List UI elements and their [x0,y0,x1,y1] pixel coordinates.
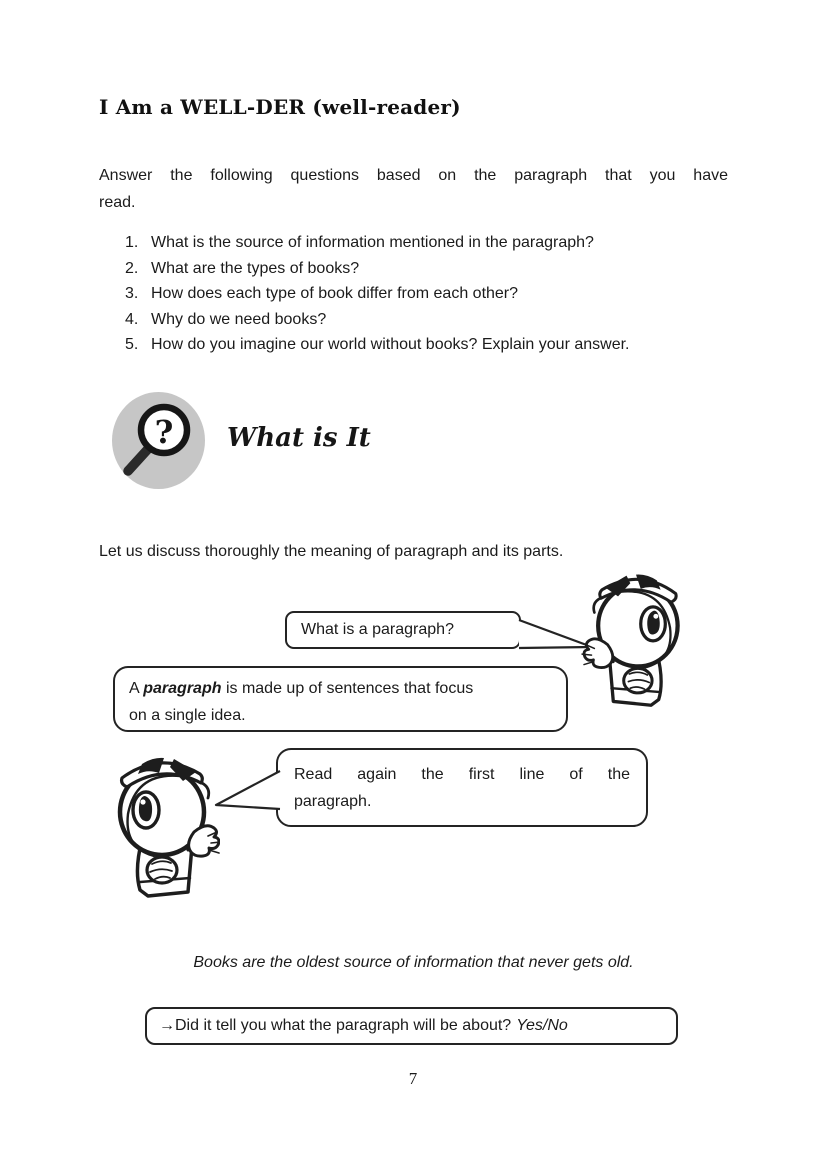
question-mark-glyph: ? [154,413,174,451]
arrow-icon: → [159,1017,175,1034]
question-text: What are the types of books? [151,259,360,277]
check-options: Yes/No [516,1017,568,1034]
page-heading: I Am a WELL-DER (well-reader) [99,95,461,119]
page-number: 7 [408,1069,418,1088]
reader-mascot-left [108,752,220,900]
question-item [125,256,745,282]
definition-line-2: on a single idea. [129,706,246,724]
check-question: Did it tell you what the paragraph will be about? [175,1017,512,1034]
instruction-line-2: paragraph. [294,793,372,810]
question-text: Why do we need books? [151,310,327,328]
definition-rest: is made up of sentences that focus [225,680,474,697]
speech-bubble-question: What is a paragraph? [285,611,521,649]
intro-paragraph [99,163,728,216]
speech-bubble-instruction-tail [212,763,282,815]
question-number: 1. [125,234,139,251]
question-item [125,281,745,307]
question-number: 4. [125,310,139,328]
question-text: What is the source of information mentioned in the paragraph? [151,234,594,251]
question-text: How does each type of book differ from each other? [151,285,519,303]
question-list [125,230,745,358]
question-item [125,307,745,333]
definition-line-1 [129,676,552,703]
question-number: 2. [125,259,139,277]
question-item [125,332,745,358]
reader-mascot-right [578,569,694,709]
question-number: 5. [125,336,139,354]
speech-bubble-instruction [276,748,648,827]
instruction-line-1: Read again the first line of the [294,766,630,783]
question-number: 3. [125,285,139,303]
definition-box [113,666,568,732]
check-box [145,1007,678,1045]
discussion-lead: Let us discuss thoroughly the meaning of paragraph and its parts. [99,543,564,560]
section-title: What is It [227,423,371,453]
definition-term: paragraph [143,680,222,697]
intro-line-2: read. [99,193,136,211]
definition-prefix: A [129,680,139,697]
magnifier-question-icon [112,392,205,489]
intro-line-1: Answer the following questions based on the paragraph that you have [99,167,728,184]
quote-line: Books are the oldest source of information that never gets old. [193,954,634,971]
question-text: How do you imagine our world without books? Explain your answer. [151,336,630,354]
question-item [125,230,745,256]
